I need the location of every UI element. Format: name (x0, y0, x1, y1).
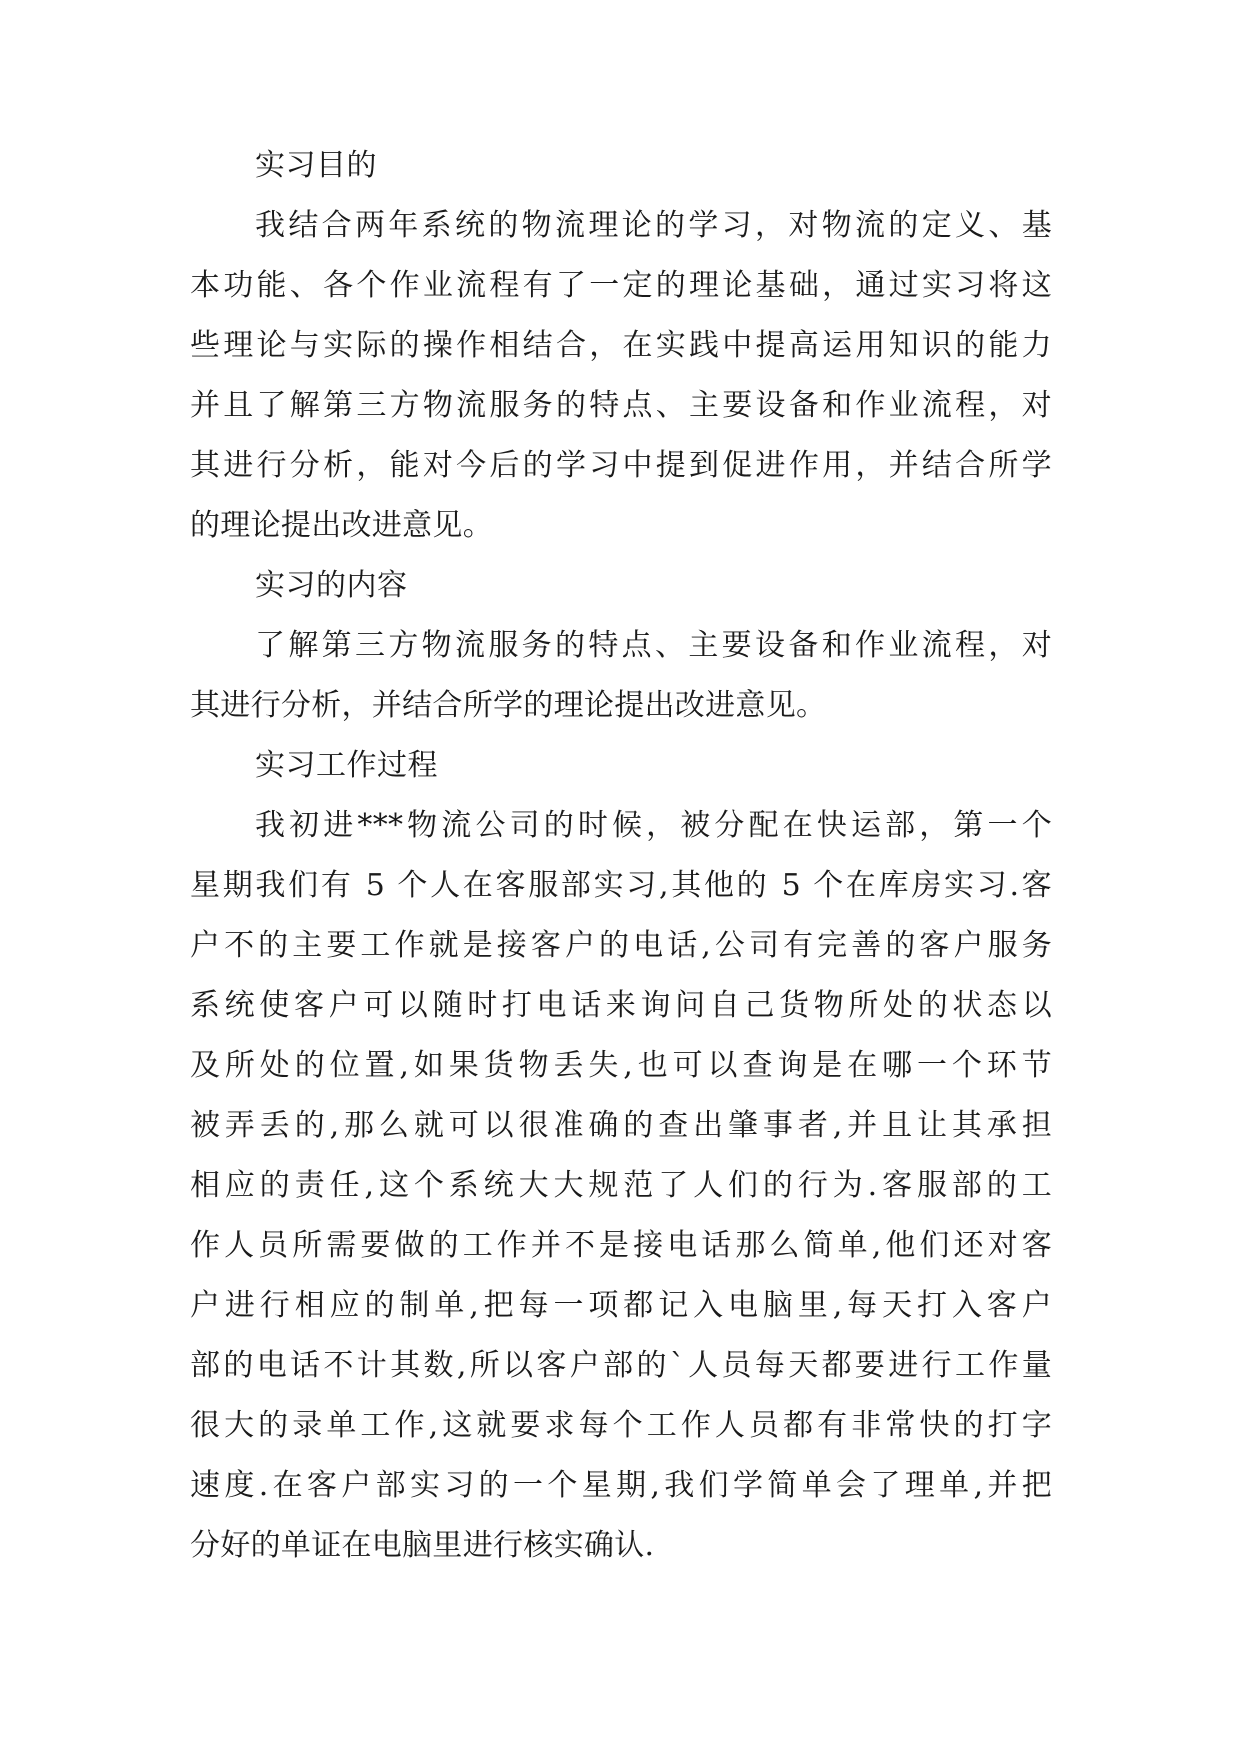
paragraph-line: 我结合两年系统的物流理论的学习，对物流的定义、基 (255, 208, 1052, 243)
paragraph-line: 的理论提出改进意见。 (190, 508, 493, 543)
section-heading-process: 实习工作过程 (255, 748, 438, 783)
paragraph-line: 本功能、各个作业流程有了一定的理论基础，通过实习将这 (190, 268, 1052, 303)
paragraph-line: 星期我们有 5 个人在客服部实习,其他的 5 个在库房实习.客 (190, 868, 1052, 903)
paragraph-line: 其进行分析，并结合所学的理论提出改进意见。 (190, 688, 827, 723)
paragraph-line: 我初进***物流公司的时候，被分配在快运部，第一个 (255, 808, 1052, 843)
section-heading-purpose: 实习目的 (255, 148, 377, 183)
paragraph-line: 分好的单证在电脑里进行核实确认. (190, 1528, 655, 1563)
paragraph-purpose (190, 196, 1052, 556)
paragraph-line: 户不的主要工作就是接客户的电话,公司有完善的客户服务 (190, 928, 1052, 963)
paragraph-line: 作人员所需要做的工作并不是接电话那么简单,他们还对客 (190, 1228, 1052, 1263)
paragraph-content (190, 616, 1052, 736)
paragraph-line: 并且了解第三方物流服务的特点、主要设备和作业流程，对 (190, 388, 1052, 423)
paragraph-line: 很大的录单工作,这就要求每个工作人员都有非常快的打字 (190, 1408, 1052, 1443)
section-heading-content: 实习的内容 (255, 568, 408, 603)
paragraph-line: 及所处的位置,如果货物丢失,也可以查询是在哪一个环节 (190, 1048, 1052, 1083)
paragraph-line: 相应的责任,这个系统大大规范了人们的行为.客服部的工 (190, 1168, 1052, 1203)
paragraph-line: 系统使客户可以随时打电话来询问自己货物所处的状态以 (190, 988, 1052, 1023)
paragraph-line: 些理论与实际的操作相结合，在实践中提高运用知识的能力 (190, 328, 1052, 363)
paragraph-line: 户进行相应的制单,把每一项都记入电脑里,每天打入客户 (190, 1288, 1052, 1323)
paragraph-line: 速度.在客户部实习的一个星期,我们学简单会了理单,并把 (190, 1468, 1052, 1503)
paragraph-line: 被弄丢的,那么就可以很准确的查出肇事者,并且让其承担 (190, 1108, 1052, 1143)
paragraph-process (190, 796, 1052, 1576)
paragraph-line: 其进行分析，能对今后的学习中提到促进作用，并结合所学 (190, 448, 1052, 483)
paragraph-line: 部的电话不计其数,所以客户部的`人员每天都要进行工作量 (190, 1348, 1052, 1383)
paragraph-line: 了解第三方物流服务的特点、主要设备和作业流程，对 (255, 628, 1052, 663)
